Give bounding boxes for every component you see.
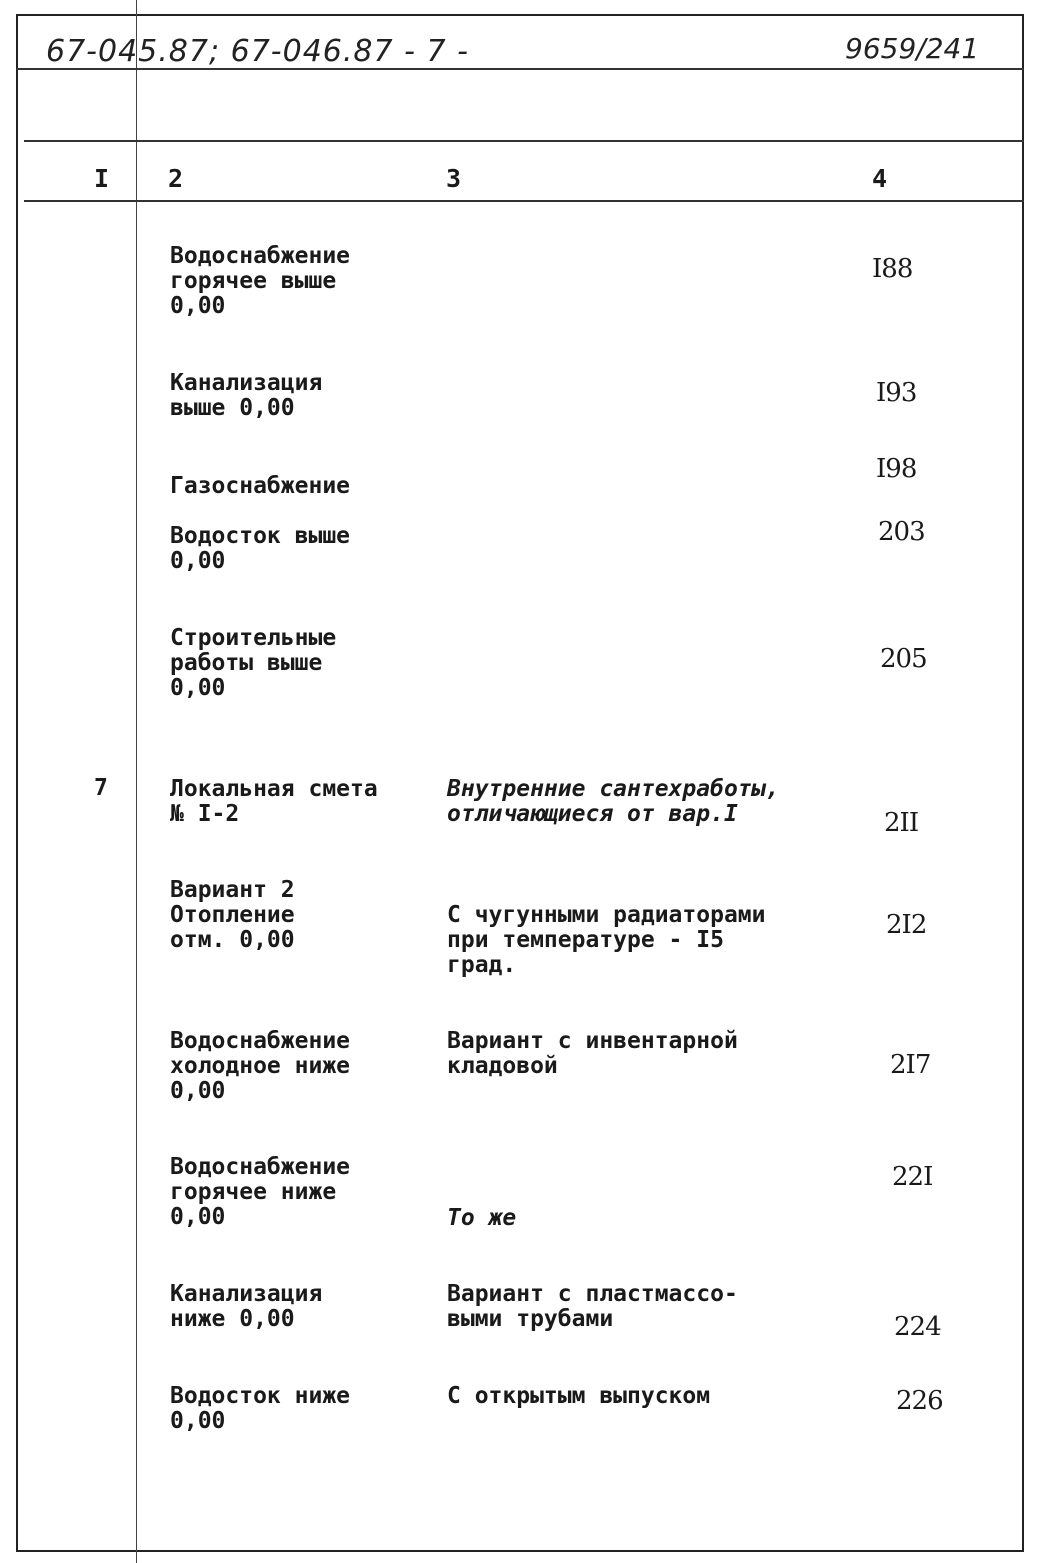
row-name: Локальная смета № I-2 <box>170 776 378 827</box>
column-header-rule <box>24 200 1024 202</box>
row-note: С чугунными радиаторами при температуре - I5 град. <box>447 902 766 978</box>
row-name: Канализация ниже 0,00 <box>170 1281 323 1332</box>
row-page: 205 <box>880 644 927 674</box>
row-page: 226 <box>896 1386 943 1416</box>
document-code: 67-045.87; 67-046.87 - 7 - <box>46 34 469 69</box>
column-header-1: I <box>94 164 110 193</box>
row-name: Канализация выше 0,00 <box>170 370 323 421</box>
column-header-4: 4 <box>872 164 888 193</box>
column-header-2: 2 <box>168 164 184 193</box>
column-divider <box>136 0 137 1563</box>
row-page: 2II <box>884 808 919 838</box>
row-page: 203 <box>878 517 925 547</box>
row-page: 22I <box>892 1162 933 1192</box>
row-name: Водоснабжение холодное ниже 0,00 <box>170 1028 351 1104</box>
row-note: То же <box>447 1205 517 1231</box>
row-note: Вариант с пластмассо- выми трубами <box>447 1281 738 1332</box>
row-page: 2I2 <box>886 910 927 940</box>
row-name: Вариант 2 Отопление отм. 0,00 <box>170 877 295 953</box>
row-name: Водоснабжение горячее ниже 0,00 <box>170 1154 351 1230</box>
document-number: 9659/241 <box>845 32 980 65</box>
row-name: Строительные работы выше 0,00 <box>170 625 337 701</box>
row-page: I98 <box>876 454 917 484</box>
row-name: Газоснабжение <box>170 473 351 499</box>
row-page: 2I7 <box>890 1050 931 1080</box>
row-name: Водосток выше 0,00 <box>170 523 351 574</box>
table-top-rule <box>24 140 1024 142</box>
row-page: I88 <box>872 254 913 284</box>
row-name: Водоснабжение горячее выше 0,00 <box>170 243 351 319</box>
row-page: 224 <box>894 1312 941 1342</box>
row-page: I93 <box>876 378 917 408</box>
column-header-3: 3 <box>446 164 462 193</box>
row-note: Внутренние сантехработы, отличающиеся от вар.I <box>447 776 780 827</box>
row-number: 7 <box>94 775 108 801</box>
row-note: С открытым выпуском <box>447 1383 711 1409</box>
row-name: Водосток ниже 0,00 <box>170 1383 351 1434</box>
row-note: Вариант с инвентарной кладовой <box>447 1028 738 1079</box>
